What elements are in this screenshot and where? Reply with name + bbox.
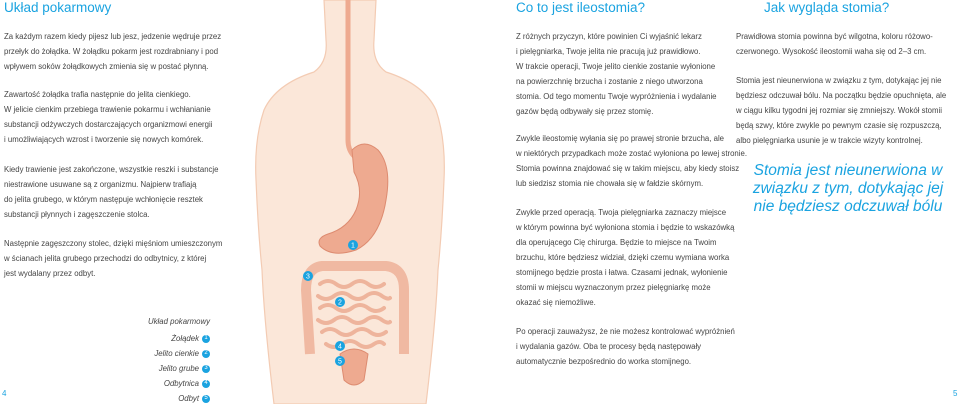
text-line: Kiedy trawienie jest zakończone, wszystkie reszki i substancje: [4, 165, 219, 174]
digestive-system-illustration: [236, 0, 462, 404]
left-paragraph-3: [4, 162, 219, 222]
svg-text:1: 1: [351, 242, 355, 250]
legend-label: Odbytnica: [163, 379, 199, 388]
middle-paragraph-4: [516, 324, 735, 369]
text-line: do jelita grubego, w którym następuje wchłonięcie resztek: [4, 195, 203, 204]
left-title: Układ pokarmowy: [4, 0, 112, 15]
svg-text:3: 3: [306, 273, 310, 281]
text-line: czerwonego. Wysokość ileostomii waha się od 2–3 cm.: [736, 47, 927, 56]
pull-quote: [744, 162, 952, 216]
legend-item: [148, 346, 210, 361]
text-line: Za każdym razem kiedy pijesz lub jesz, jedzenie wędruje przez: [4, 32, 222, 41]
text-line: brzuchu, które będziesz widział, dzięki czemu wymiana worka: [516, 253, 730, 262]
text-line: przełyk do żołądka. W żołądku pokarm jest rozdrabniany i pod: [4, 47, 219, 56]
text-line: jest wydalany przez odbyt.: [4, 269, 96, 278]
text-line: wpływem soków żołądkowych zmienia się w postać płynną.: [4, 62, 209, 71]
text-line: Następnie zagęszczony stolec, dzięki mięśniom umieszczonym: [4, 239, 223, 248]
legend-item: [148, 361, 210, 376]
text-line: w niektórych przypadkach może zostać wyłoniona po lewej stronie.: [516, 149, 747, 158]
legend-label: Jelito cienkie: [154, 349, 199, 358]
text-line: W jelicie cienkim przebiega trawienie pokarmu i wchłanianie: [4, 105, 211, 114]
legend-item: [148, 331, 210, 346]
text-line: nie będziesz odczuwał bólu: [753, 198, 943, 215]
right-paragraph-2: [736, 73, 946, 148]
left-paragraph-1: [4, 29, 221, 74]
legend-label: Odbyt: [178, 394, 199, 403]
text-line: i umożliwiających wzrost i tworzenie się nowych komórek.: [4, 135, 204, 144]
right-title: Jak wygląda stomia?: [764, 0, 890, 15]
text-line: stomii w miejscu wyznaczonym przez pielęgniarkę może: [516, 283, 711, 292]
left-paragraph-2: [4, 87, 212, 147]
text-line: gazów będą odbywały się przez stomię.: [516, 107, 654, 116]
text-line: Zawartość żołądka trafia następnie do jelita cienkiego.: [4, 90, 191, 99]
text-line: Zwykle ileostomię wyłania się po prawej stronie brzucha, ale: [516, 134, 725, 143]
text-line: niestrawione usuwane są z organizmu. Najpierw trafiają: [4, 180, 197, 189]
text-line: stomijnego będzie prosta i łatwa. Czasami jednak, wyłonienie: [516, 268, 728, 277]
text-line: lub siedzisz stomia nie chowała się w fałdzie skórnym.: [516, 179, 704, 188]
legend: [148, 314, 210, 406]
text-line: okazać się niemożliwe.: [516, 298, 596, 307]
right-paragraph-1: [736, 29, 933, 59]
legend-number-badge: 2: [202, 350, 210, 358]
text-line: w którym powinna być wyłoniona stomia i będzie to wskazówką: [516, 223, 735, 232]
marker-stomach: [348, 240, 358, 250]
text-line: będą szwy, które zwykle po pewnym czasie się rozpuszczą,: [736, 121, 942, 130]
middle-paragraph-1: [516, 29, 717, 119]
text-line: albo pielęgniarka usunie je w trakcie wizyty kontrolnej.: [736, 136, 923, 145]
marker-small-intestine: [335, 297, 345, 307]
text-line: substancji płynnych i zagęszczenie stolca.: [4, 210, 150, 219]
legend-number-badge: 3: [202, 365, 210, 373]
text-line: związku z tym, dotykając jej: [752, 180, 944, 197]
left-paragraph-4: [4, 236, 222, 281]
middle-title: Co to jest ileostomia?: [516, 0, 646, 15]
text-line: w ciągu kilku tygodni jej rozmiar się zmniejszy. Wokół stomii: [736, 106, 942, 115]
text-line: Stomia jest nieunerwiona w związku z tym, dotykając jej nie: [736, 76, 942, 85]
marker-large-intestine: [303, 271, 313, 281]
legend-label: Żołądek: [171, 334, 199, 343]
legend-number-badge: 5: [202, 395, 210, 403]
legend-item: [148, 376, 210, 391]
text-line: automatycznie bezpośrednio do worka stomijnego.: [516, 357, 692, 366]
legend-title: Układ pokarmowy: [148, 317, 210, 326]
text-line: będziesz odczuwał bólu. Na początku będzie opuchnięta, ale: [736, 91, 947, 100]
text-line: na powierzchnię brzucha i zostanie z niego utworzona: [516, 77, 703, 86]
text-line: Zwykle przed operacją. Twoja pielęgniarka zaznaczy miejsce: [516, 208, 727, 217]
text-line: Stomia jest nieunerwiona w: [753, 162, 943, 179]
text-line: W trakcie operacji, Twoje jelito cienkie zostanie wyłonione: [516, 62, 716, 71]
middle-paragraph-3: [516, 205, 734, 310]
marker-anus: [335, 356, 345, 366]
legend-number-badge: 1: [202, 335, 210, 343]
middle-paragraph-2: [516, 131, 747, 191]
svg-text:4: 4: [338, 343, 342, 351]
svg-text:5: 5: [338, 358, 342, 366]
page-number-left: 4: [2, 389, 7, 398]
text-line: Po operacji zauważysz, że nie możesz kontrolować wypróżnień: [516, 327, 735, 336]
marker-rectum: [335, 341, 345, 351]
text-line: w ścianach jelita grubego przechodzi do odbytnicy, z której: [4, 254, 207, 263]
legend-number-badge: 4: [202, 380, 210, 388]
text-line: Z różnych przyczyn, które powinien Ci wyjaśnić lekarz: [516, 32, 702, 41]
text-line: i pielęgniarka, Twoje jelita nie pracują już prawidłowo.: [516, 47, 701, 56]
page-number-right: 5: [953, 389, 958, 398]
legend-label: Jelito grube: [158, 364, 199, 373]
text-line: Prawidłowa stomia powinna być wilgotna, koloru różowo-: [736, 32, 933, 41]
text-line: i wydalania gazów. Oba te procesy będą następowały: [516, 342, 702, 351]
text-line: substancji odżywczych dostarczających organizmowi energii: [4, 120, 213, 129]
text-line: stomia. Od tego momentu Twoje wypróżnienia i wydalanie: [516, 92, 717, 101]
text-line: Stomia powinna znajdować się w takim miejscu, aby kiedy stoisz: [516, 164, 740, 173]
svg-text:2: 2: [338, 299, 342, 307]
text-line: dla operującego Cię chirurga. Będzie to miejsce na Twoim: [516, 238, 717, 247]
rectum: [340, 349, 368, 385]
